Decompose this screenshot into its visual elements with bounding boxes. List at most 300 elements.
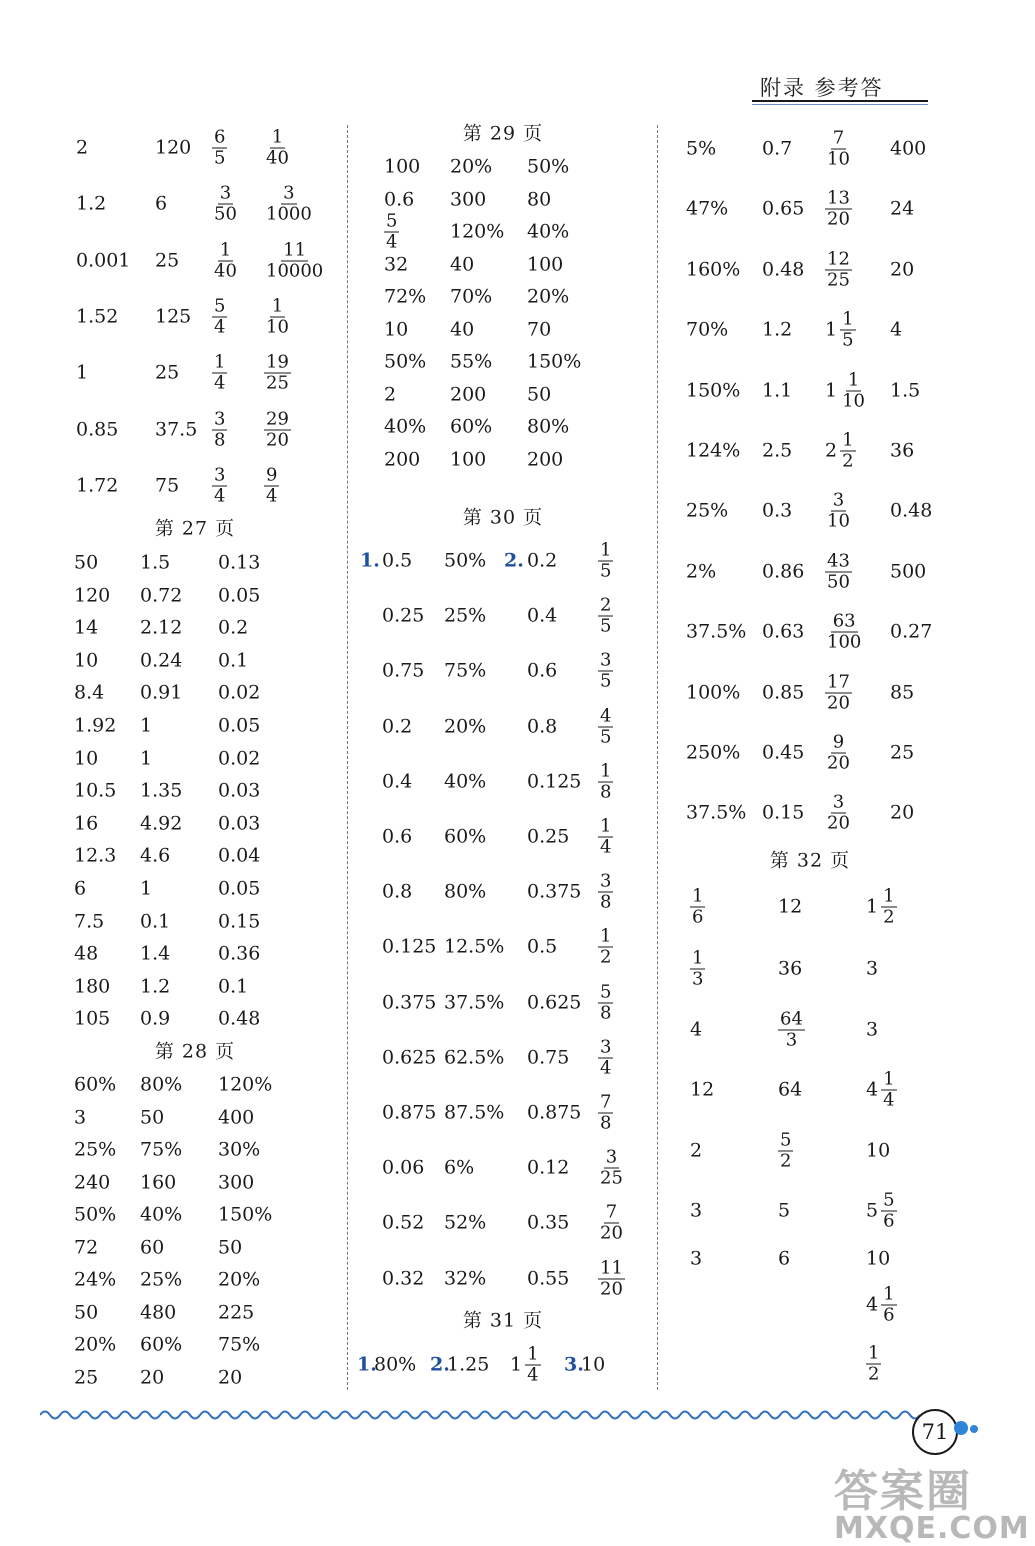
answer-cell: 0.02: [218, 681, 261, 704]
denominator: 20: [266, 429, 289, 450]
question-number: 1.: [357, 1353, 377, 1376]
answer-cell: 180: [74, 975, 111, 998]
answer-cell: 0.15: [218, 910, 261, 933]
fraction: [212, 182, 239, 225]
answer-cell: 24: [890, 197, 915, 220]
numerator: 19: [266, 351, 289, 373]
answer-cell: 20: [140, 1366, 165, 1388]
fraction: [825, 187, 852, 230]
fraction: [212, 351, 227, 394]
numerator: 1: [527, 1343, 539, 1365]
answer-cell: 100: [450, 448, 487, 470]
answer-cell: 0.25: [527, 825, 570, 848]
answer-cell: 37.5%: [444, 991, 505, 1014]
answer-cell: 25%: [686, 499, 729, 522]
answer-cell: 25%: [140, 1268, 183, 1291]
answer-cell: 0.4: [527, 604, 558, 627]
answer-cell: 0.85: [76, 418, 119, 440]
denominator: 10: [266, 316, 289, 338]
numerator: 11: [600, 1257, 623, 1279]
answer-cell: 0.375: [527, 880, 582, 903]
answer-cell: 3: [690, 1247, 703, 1270]
denominator: 10: [827, 148, 850, 170]
answer-cell: 0.875: [382, 1101, 437, 1124]
fraction: [264, 410, 291, 449]
fraction: [264, 297, 291, 336]
fraction: [264, 126, 291, 169]
numerator: 5: [883, 1189, 895, 1211]
answer-cell: 250%: [686, 741, 741, 764]
denominator: 8: [214, 429, 226, 450]
answer-cell: 4: [890, 318, 903, 341]
fraction-answer: [866, 1283, 897, 1326]
denominator: 5: [600, 726, 612, 748]
fraction: [598, 649, 613, 692]
answer-cell: 0.6: [527, 659, 558, 682]
fraction: [598, 815, 613, 858]
fraction: [598, 1091, 613, 1134]
answer-cell: 0.32: [382, 1267, 425, 1290]
answer-cell: 55%: [450, 350, 493, 373]
fraction: [598, 594, 613, 637]
denominator: 5: [600, 560, 612, 582]
answer-cell: 0.6: [384, 188, 415, 210]
answer-cell: 6%: [444, 1156, 475, 1179]
answer-cell: 1: [76, 361, 89, 384]
fraction: [825, 552, 852, 591]
answer-cell: 0.03: [218, 779, 261, 802]
answer-cell: 20%: [444, 715, 487, 738]
answer-cell: 75%: [218, 1333, 261, 1356]
answer-cell: 124%: [686, 439, 741, 462]
answer-cell: 25: [155, 361, 180, 384]
denominator: 6: [692, 906, 704, 928]
answer-cell: 20%: [74, 1333, 117, 1356]
answer-cell: 2.12: [140, 616, 183, 639]
answer-cell: 0.12: [527, 1156, 570, 1179]
answer-cell: 2: [690, 1139, 703, 1162]
denominator: 1000: [266, 203, 312, 225]
answer-cell: 0.52: [382, 1211, 425, 1234]
answer-cell: 0.3: [762, 499, 793, 522]
numerator: 1: [692, 947, 704, 969]
whole-part: 1: [866, 895, 879, 918]
denominator: 4: [214, 372, 226, 394]
numerator: 1: [600, 815, 612, 837]
fraction-answer: [264, 410, 291, 449]
header-rule-accent: [752, 104, 928, 105]
answer-cell: 0.86: [762, 560, 805, 583]
answer-cell: 0.15: [762, 801, 805, 824]
answer-cell: 50%: [527, 155, 570, 178]
section-title: 第 32 页: [769, 849, 851, 872]
fraction-answer: [264, 351, 291, 394]
numerator: 1: [842, 429, 854, 451]
column-divider-left: [347, 125, 348, 1390]
denominator: 2: [868, 1363, 880, 1385]
denominator: 20: [600, 1222, 623, 1244]
answer-cell: 1.52: [76, 305, 119, 328]
answer-cell: 5: [778, 1199, 791, 1222]
fraction: [778, 1129, 793, 1172]
answer-cell: 500: [890, 560, 927, 583]
denominator: 4: [883, 1089, 895, 1111]
fraction: [881, 885, 896, 928]
fraction: [881, 1068, 896, 1111]
fraction: [212, 410, 227, 449]
answer-cell: 20%: [527, 285, 570, 308]
denominator: 10000: [266, 260, 324, 282]
fraction-answer: [264, 297, 291, 336]
denominator: 2: [842, 450, 854, 472]
numerator: 1: [600, 760, 612, 782]
numerator: 7: [605, 1201, 618, 1223]
numerator: 3: [214, 464, 226, 486]
denominator: 2: [780, 1150, 792, 1172]
fraction: [525, 1343, 540, 1386]
fraction-answer: [598, 1146, 625, 1189]
answer-cell: 100: [384, 155, 421, 178]
denominator: 5: [600, 615, 612, 637]
header-rule: [752, 100, 928, 102]
answer-cell: 0.06: [382, 1156, 425, 1179]
fraction-answer: [598, 1038, 613, 1077]
denominator: 3: [692, 968, 704, 990]
numerator: 13: [827, 187, 850, 209]
fraction-answer: [598, 1259, 625, 1298]
answer-cell: 20: [890, 801, 915, 824]
section-title: 第 30 页: [462, 506, 544, 529]
numerator: 1: [600, 925, 612, 947]
fraction: [598, 1259, 625, 1298]
answer-cell: 0.45: [762, 741, 805, 764]
fraction-answer: [264, 182, 314, 225]
answer-cell: 25: [890, 741, 915, 764]
answer-cell: 6: [778, 1247, 791, 1270]
answer-cell: 80%: [527, 415, 570, 438]
fraction-answer: [866, 1342, 881, 1385]
answer-cell: 0.125: [382, 935, 437, 958]
numerator: 1: [692, 885, 704, 907]
denominator: 100: [827, 631, 862, 653]
answer-cell: 0.9: [140, 1007, 171, 1030]
answer-cell: 75: [155, 474, 180, 497]
fraction: [778, 1008, 805, 1051]
fraction-answer: [598, 762, 613, 801]
numerator: 5: [780, 1129, 792, 1151]
answer-cell: 87.5%: [444, 1101, 505, 1124]
answer-cell: 1.5: [140, 551, 171, 574]
fraction-answer: [212, 241, 239, 280]
answer-cell: 160%: [686, 258, 741, 281]
whole-part: 1: [825, 379, 838, 402]
answer-cell: 20%: [450, 155, 493, 178]
fraction-answer: [212, 351, 227, 394]
answer-cell: 75%: [444, 659, 487, 682]
answer-cell: 60%: [74, 1073, 117, 1096]
fraction: [264, 351, 291, 394]
answer-cell: 85: [890, 681, 915, 704]
numerator: 1: [868, 1342, 880, 1364]
answer-cell: 50: [74, 551, 99, 574]
answer-cell: 300: [218, 1171, 255, 1193]
denominator: 50: [827, 571, 850, 593]
answer-cell: 0.63: [762, 620, 805, 643]
denominator: 4: [214, 316, 226, 338]
whole-part: 2: [825, 439, 838, 462]
denominator: 20: [827, 208, 850, 230]
answer-cell: 50: [218, 1236, 243, 1258]
answer-cell: 0.75: [382, 659, 425, 682]
answer-cell: 70: [527, 318, 552, 340]
fraction-answer: [825, 250, 852, 289]
answer-cell: 10.5: [74, 779, 117, 802]
answer-cell: 72: [74, 1236, 99, 1258]
answer-cell: 0.72: [140, 584, 183, 607]
answer-cell: 10: [74, 747, 99, 770]
fraction-answer: [384, 210, 399, 253]
numerator: 1: [271, 126, 284, 148]
fraction: [598, 1201, 625, 1244]
decor-dot-small: [970, 1425, 978, 1433]
answer-cell: 10: [384, 318, 409, 340]
answer-cell: 0.6: [382, 825, 413, 848]
fraction: [825, 250, 852, 289]
fraction-answer: [264, 241, 325, 280]
answer-cell: 80: [527, 188, 552, 210]
answer-cell: 0.85: [762, 681, 805, 704]
denominator: 6: [883, 1304, 895, 1326]
fraction: [825, 127, 852, 170]
answer-cell: 480: [140, 1301, 177, 1323]
section-title: 第 29 页: [462, 122, 544, 145]
denominator: 4: [214, 485, 226, 507]
answer-cell: 150%: [527, 350, 582, 373]
watermark-url: MXQE.COM: [834, 1511, 1030, 1546]
answer-cell: 0.1: [140, 910, 171, 933]
page-number: 71: [912, 1409, 958, 1455]
answer-cell: 200: [450, 383, 487, 405]
answer-cell: 0.625: [527, 991, 582, 1014]
fraction-answer: [690, 947, 705, 990]
answer-cell: 0.25: [382, 604, 425, 627]
answer-cell: 0.65: [762, 197, 805, 220]
fraction: [384, 210, 399, 253]
answer-cell: 12: [690, 1078, 715, 1101]
fraction: [825, 610, 863, 653]
fraction: [840, 429, 855, 472]
fraction-answer: [825, 187, 852, 230]
answer-cell: 0.04: [218, 844, 261, 867]
answer-cell: 3: [866, 957, 879, 980]
answer-cell: 200: [384, 448, 421, 470]
answer-cell: 0.35: [527, 1211, 570, 1234]
answer-cell: 160: [140, 1171, 177, 1193]
answer-cell: 0.625: [382, 1046, 437, 1069]
answer-cell: 2: [76, 136, 89, 159]
whole-part: 4: [866, 1293, 879, 1316]
numerator: 5: [214, 295, 226, 317]
answer-cell: 60%: [444, 825, 487, 848]
answer-cell: 200: [527, 448, 564, 470]
answer-cell: 60%: [140, 1333, 183, 1356]
answer-cell: 2: [384, 383, 397, 405]
answer-cell: 6: [74, 877, 87, 900]
denominator: 20: [827, 752, 850, 774]
numerator: 1: [214, 351, 226, 373]
fraction-answer: [598, 870, 613, 913]
numerator: 5: [386, 210, 398, 232]
fraction-answer: [598, 707, 613, 746]
fraction-answer: [825, 731, 852, 774]
answer-cell: 40: [450, 318, 475, 340]
answer-cell: 7.5: [74, 910, 105, 933]
fraction-answer: [866, 1068, 897, 1111]
denominator: 50: [214, 203, 237, 225]
fraction: [598, 539, 613, 582]
answer-cell: 60: [140, 1236, 165, 1258]
answer-cell: 6: [155, 192, 168, 215]
answer-cell: 62.5%: [444, 1046, 505, 1069]
fraction: [598, 925, 613, 968]
numerator: 3: [600, 870, 612, 892]
fraction: [212, 466, 227, 505]
denominator: 3: [785, 1029, 798, 1051]
answer-cell: 75%: [140, 1138, 183, 1161]
numerator: 17: [827, 671, 850, 693]
numerator: 3: [283, 182, 295, 204]
numerator: 3: [219, 182, 232, 204]
fraction: [598, 1146, 625, 1189]
answer-cell: 0.125: [527, 770, 582, 793]
numerator: 3: [600, 1036, 612, 1058]
denominator: 20: [827, 692, 850, 714]
answer-cell: 0.27: [890, 620, 933, 643]
answer-cell: 0.875: [527, 1101, 582, 1124]
question-number: 1.: [360, 549, 380, 572]
answer-cell: 30%: [218, 1138, 261, 1161]
numerator: 9: [266, 464, 278, 486]
answer-cell: 40%: [384, 415, 427, 438]
fraction-answer: [598, 649, 613, 692]
fraction-answer: [825, 610, 863, 653]
fraction-answer: [598, 1201, 625, 1244]
answer-cell: 50: [140, 1106, 165, 1128]
answer-cell: 37.5%: [686, 620, 747, 643]
watermark: [834, 1455, 1030, 1546]
fraction-answer: [212, 466, 227, 505]
denominator: 10: [842, 390, 865, 412]
answer-cell: 0.4: [382, 770, 413, 793]
answer-cell: 1.2: [762, 318, 793, 341]
answer-cell: 36: [890, 439, 915, 462]
numerator: 1: [219, 239, 232, 261]
fraction: [825, 673, 852, 712]
answer-cell: 150%: [218, 1203, 273, 1226]
numerator: 9: [832, 731, 845, 753]
answer-cell: 50%: [384, 350, 427, 373]
numerator: 5: [600, 981, 612, 1003]
numerator: 4: [600, 705, 612, 727]
denominator: 8: [600, 891, 612, 913]
answer-cell: 400: [218, 1106, 255, 1128]
answer-cell: 1.92: [74, 714, 117, 737]
answer-cell: 0.03: [218, 812, 261, 835]
answer-cell: 3: [690, 1199, 703, 1222]
whole-part: 5: [866, 1199, 879, 1222]
answer-cell: 32: [384, 253, 409, 275]
answer-cell: 25%: [74, 1138, 117, 1161]
section-title: 第 28 页: [154, 1040, 236, 1063]
numerator: 11: [283, 239, 307, 261]
denominator: 5: [214, 147, 226, 169]
answer-cell: 48: [74, 942, 99, 965]
answer-cell: 120: [155, 136, 192, 159]
answer-cell: 0.02: [218, 747, 261, 770]
answer-cell: 52%: [444, 1211, 487, 1234]
denominator: 5: [842, 329, 854, 351]
fraction: [840, 371, 867, 410]
fraction: [598, 762, 613, 801]
fraction-answer: [598, 815, 613, 858]
fraction-answer: [212, 410, 227, 449]
denominator: 40: [266, 147, 289, 169]
answer-cell: 12.5%: [444, 935, 505, 958]
answer-cell: 20: [890, 258, 915, 281]
whole-part: 1: [825, 318, 838, 341]
denominator: 10: [827, 510, 850, 532]
answer-cell: 1: [140, 714, 153, 737]
answer-cell: 1: [140, 877, 153, 900]
answer-cell: 0.5: [382, 549, 413, 572]
answer-cell: 72%: [384, 285, 427, 308]
fraction-answer: [598, 983, 613, 1022]
answer-cell: 0.7: [762, 137, 793, 160]
answer-cell: 0.2: [527, 549, 558, 572]
answer-cell: 25: [155, 249, 180, 272]
answer-cell: 0.24: [140, 649, 183, 672]
answer-cell: 400: [890, 137, 927, 160]
answer-cell: 70%: [686, 318, 729, 341]
answer-cell: 70%: [450, 285, 493, 308]
answer-cell: 0.36: [218, 942, 261, 965]
fraction-answer: [598, 594, 613, 637]
answer-cell: 0.8: [527, 715, 558, 738]
fraction-answer: [778, 1008, 805, 1051]
answer-cell: 150%: [686, 379, 741, 402]
answer-cell: 36: [778, 957, 803, 980]
denominator: 4: [600, 1057, 612, 1079]
answer-cell: 240: [74, 1171, 111, 1193]
answer-cell: 8.4: [74, 681, 105, 704]
answer-cell: 100: [527, 253, 564, 275]
answer-cell: 1.2: [140, 975, 171, 998]
denominator: 20: [600, 1278, 623, 1300]
fraction: [690, 885, 705, 928]
answer-cell: 1.4: [140, 942, 171, 965]
numerator: 3: [832, 489, 845, 511]
numerator: 3: [605, 1146, 618, 1168]
numerator: 2: [600, 594, 612, 616]
answer-cell: 0.05: [218, 877, 261, 900]
answer-cell: 0.05: [218, 714, 261, 737]
denominator: 25: [600, 1167, 623, 1189]
answer-cell: 10: [866, 1247, 891, 1270]
numerator: 1: [847, 369, 860, 391]
fraction: [825, 791, 852, 834]
answer-cell: 24%: [74, 1268, 117, 1291]
question-number: 2.: [430, 1353, 450, 1376]
